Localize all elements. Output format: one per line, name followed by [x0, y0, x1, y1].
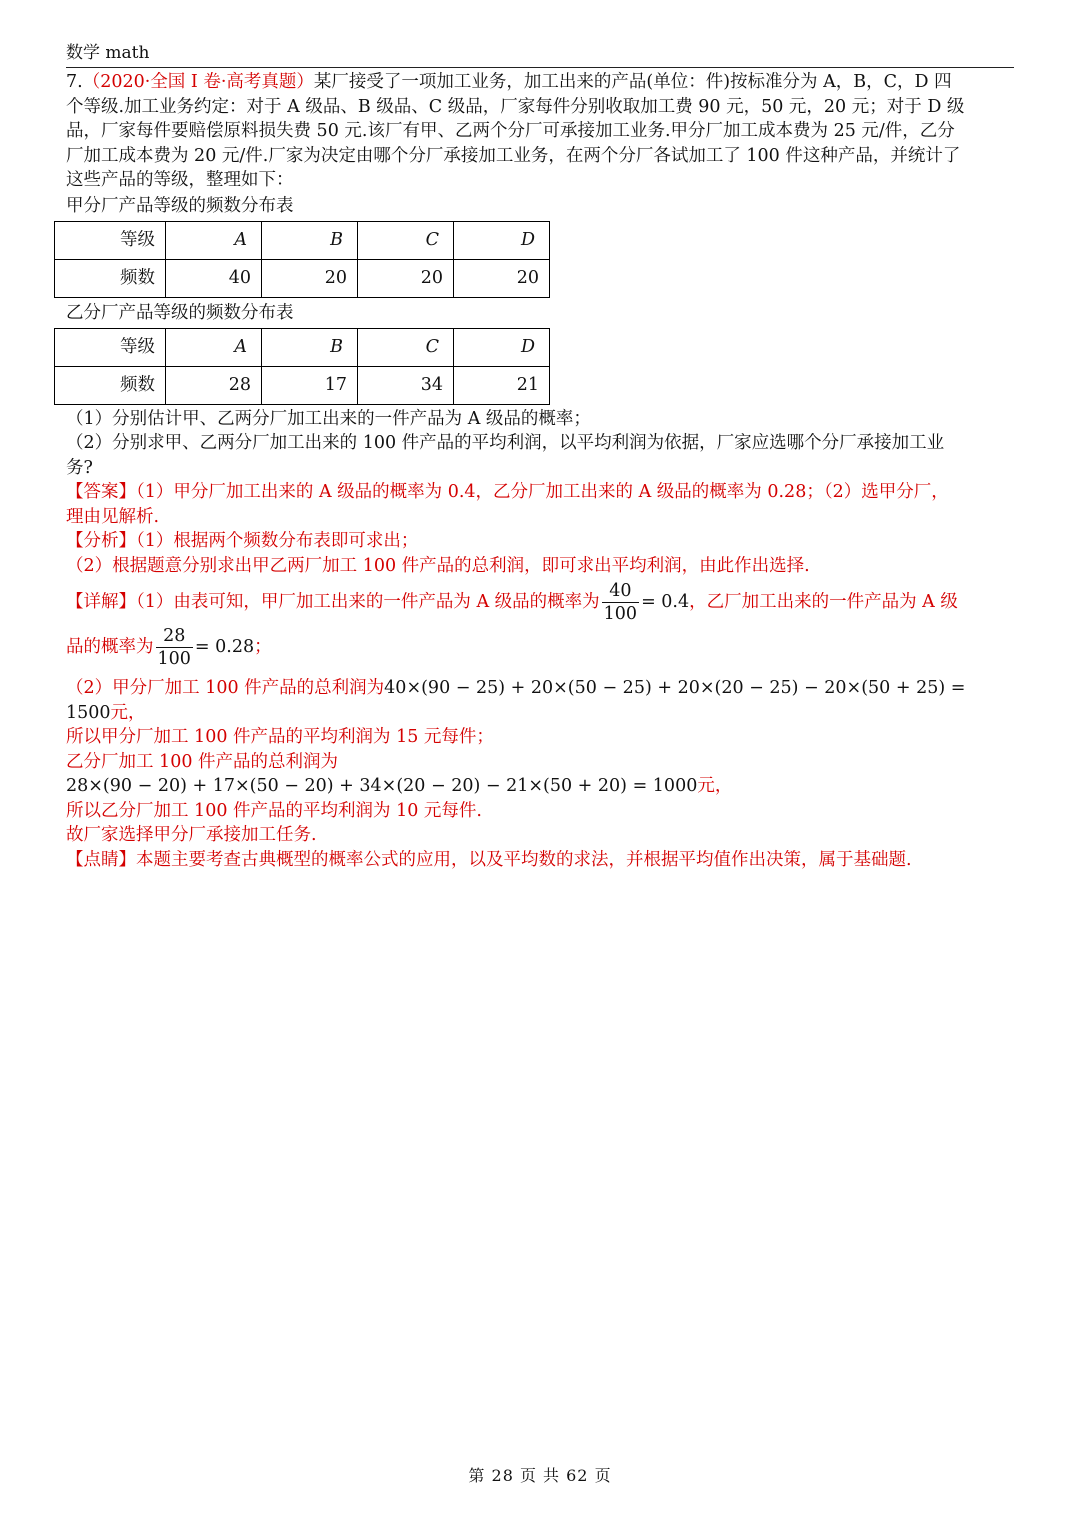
detail-text: ，乙厂加工出来的一件产品为 A 级 [689, 592, 958, 612]
problem-line-2: 个等级.加工业务约定：对于 A 级品、B 级品、C 级品，厂家每件分别收取加工费 90 元，50 元，20 元；对于 D 级 [66, 96, 965, 117]
answer-line-2: 理由见解析. [66, 506, 160, 527]
table-b [54, 328, 550, 405]
question-1: （1）分别估计甲、乙两分厂加工出来的一件产品为 A 级品的概率； [66, 408, 591, 429]
table-cell-grade: A [166, 328, 262, 366]
table-cell-count: 20 [358, 259, 454, 297]
detail-text: 【详解】（1）由表可知，甲厂加工出来的一件产品为 A 级品的概率为 [66, 592, 600, 612]
table-cell-grade: C [358, 328, 454, 366]
document-body [66, 70, 1014, 872]
detail-text: 元， [697, 776, 733, 796]
question-2-line-1: （2）分别求甲、乙两分厂加工出来的 100 件产品的平均利润，以平均利润为依据，厂家应选哪个分厂承接加工业 [66, 433, 945, 453]
comment-line-1: 【点睛】本题主要考查古典概型的概率公式的应用，以及平均数的求法，并根据平均值作出决策，属于基础题. [66, 849, 912, 870]
problem-line-1: 某厂接受了一项加工业务，加工出来的产品(单位：件)按标准分为 A，B，C，D 四 [313, 72, 952, 92]
table-cell-count: 28 [166, 366, 262, 404]
table-cell-count: 17 [262, 366, 358, 404]
header-title: 数学 math [66, 43, 150, 63]
page-number: 第 28 页 共 62 页 [468, 1466, 612, 1485]
table-cell-count: 20 [262, 259, 358, 297]
table-cell-grade: A [166, 221, 262, 259]
fraction [156, 625, 193, 670]
table-cell-grade: B [262, 221, 358, 259]
detail-line-3 [66, 676, 1014, 725]
detail-line-5: 乙分厂加工 100 件产品的总利润为 [66, 751, 339, 772]
table-cell-count: 21 [454, 366, 550, 404]
problem-number: 7. [66, 72, 83, 92]
table-cell-grade: D [454, 328, 550, 366]
fraction-denominator: 100 [157, 649, 191, 669]
table-a-caption: 甲分厂产品等级的频数分布表 [66, 195, 294, 216]
problem-line-4: 厂加工成本费为 20 元/件.厂家为决定由哪个分厂承接加工业务，在两个分厂各试加工了 100 件这种产品，并统计了 [66, 145, 961, 166]
detail-text: 品的概率为 [66, 637, 154, 657]
answer-line-1: 【答案】（1）甲分厂加工出来的 A 级品的概率为 0.4，乙分厂加工出来的 A 级品的概率为 0.28；（2）选甲分厂， [66, 482, 949, 502]
detail-line-6 [66, 774, 1014, 799]
equation: 28×(90 − 20) + 17×(50 − 20) + 34×(20 − 20) − 21×(50 + 20) = 1000 [66, 776, 698, 796]
problem-source: （2020·全国 I 卷·高考真题） [82, 72, 314, 92]
analysis-line-2: （2）根据题意分别求出甲乙两厂加工 100 件产品的总利润，即可求出平均利润，由此作出选择. [66, 555, 810, 576]
table-b-caption: 乙分厂产品等级的频数分布表 [66, 302, 294, 323]
table-cell-count: 34 [358, 366, 454, 404]
question-2-line-2: 务? [66, 457, 93, 478]
table-a [54, 221, 550, 298]
detail-text: ； [254, 637, 272, 657]
table-cell-grade: B [262, 328, 358, 366]
table-row [55, 221, 550, 259]
detail-line-8: 故厂家选择甲分厂承接加工任务. [66, 825, 317, 845]
table-cell-label: 频数 [55, 259, 166, 297]
fraction-denominator: 100 [603, 604, 638, 624]
analysis-line-1: 【分析】（1）根据两个频数分布表即可求出； [66, 531, 419, 551]
page-footer [0, 1463, 1080, 1486]
detail-line-1 [66, 580, 1014, 625]
table-cell-label: 等级 [55, 221, 166, 259]
table-cell-count: 20 [454, 259, 550, 297]
table-cell-count: 40 [166, 259, 262, 297]
detail-text: 元， [110, 702, 146, 723]
table-cell-grade: C [358, 221, 454, 259]
problem-line-5: 这些产品的等级，整理如下： [66, 170, 294, 190]
fraction-numerator: 28 [156, 625, 193, 648]
fraction [602, 580, 639, 625]
table-row [55, 366, 550, 404]
fraction-result: = 0.4 [641, 592, 690, 612]
table-row [55, 328, 550, 366]
problem-statement [66, 70, 1014, 95]
table-cell-grade: D [454, 221, 550, 259]
detail-line-7: 所以乙分厂加工 100 件产品的平均利润为 10 元每件. [66, 800, 482, 821]
table-row [55, 259, 550, 297]
fraction-result: = 0.28 [194, 637, 255, 657]
detail-line-4: 所以甲分厂加工 100 件产品的平均利润为 15 元每件； [66, 727, 494, 747]
detail-line-2 [66, 625, 1014, 670]
table-cell-label: 频数 [55, 366, 166, 404]
detail-text: （2）甲分厂加工 100 件产品的总利润为 [66, 678, 385, 698]
problem-line-3: 品，厂家每件要赔偿原料损失费 50 元.该厂有甲、乙两个分厂可承接加工业务.甲分厂加工成本费为 25 元/件，乙分 [66, 121, 955, 141]
fraction-numerator: 40 [602, 580, 639, 603]
table-cell-label: 等级 [55, 328, 166, 366]
page-header [66, 42, 1014, 68]
equation: 40×(90 − 25) + 20×(50 − 25) + 20×(20 − 25) − 20×(50 + 25) = 1500 [66, 678, 966, 723]
